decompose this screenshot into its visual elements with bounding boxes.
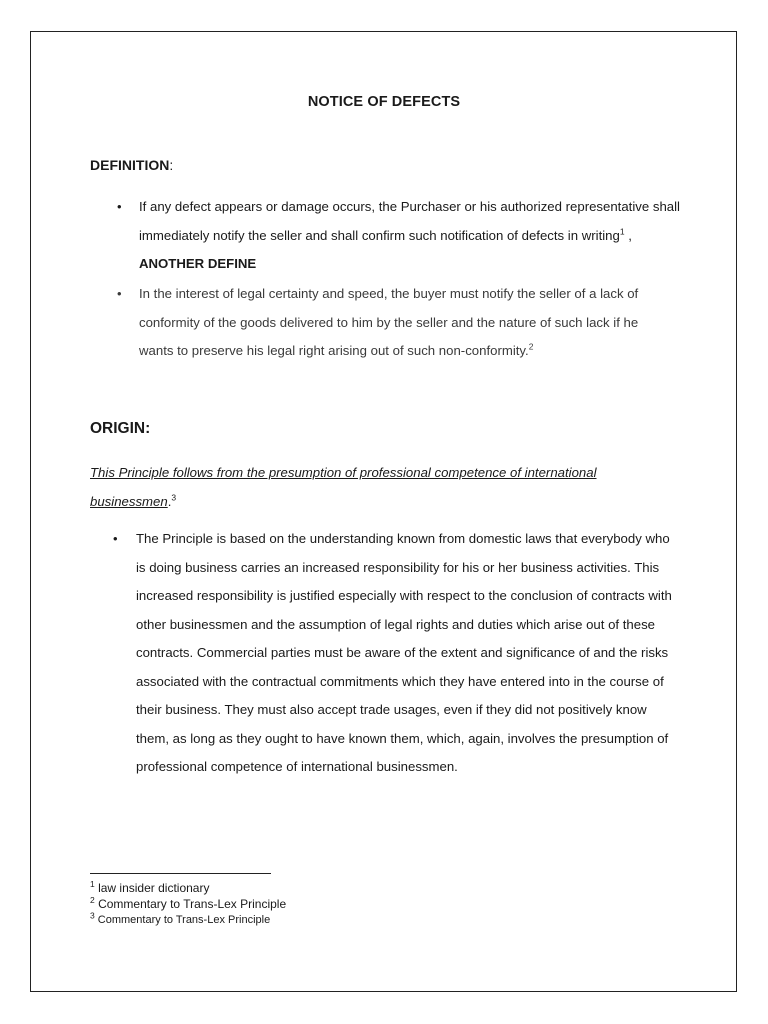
footnote-2 bbox=[90, 896, 286, 912]
definition-bullet-2 bbox=[139, 280, 674, 366]
definition-bullet-1-sep: , bbox=[624, 227, 632, 243]
definition-heading-text: DEFINITION bbox=[90, 157, 170, 173]
origin-bullet: The Principle is based on the understanding known from domestic laws that everybody who is doing business carries an increased responsibility for his or her business activities. This increased responsibility is justified especially with respect to the conclusion of contracts with other businessmen and the assumption of legal rights and duties which arise out of these contracts. Commercial parties must be aware of the extent and significance of and the risks associated with the contractual commitments which they have entered into in the course of their business. They must also accept trade usages, even if they did not positively know them, as long as they ought to have known them, which, again, involves the presumption of professional competence of international businessmen. bbox=[136, 531, 672, 774]
footnote-1-text: law insider dictionary bbox=[98, 881, 210, 895]
definition-bullet-1-text: If any defect appears or damage occurs, the Purchaser or his authorized representative shall immediately notify the seller and shall confirm such notification of defects in writing bbox=[139, 199, 680, 243]
footnote-1 bbox=[90, 880, 286, 896]
origin-heading: ORIGIN: bbox=[90, 420, 151, 437]
document-title: NOTICE OF DEFECTS bbox=[307, 94, 461, 110]
footnote-2-num: 2 bbox=[90, 895, 95, 905]
bullet-point: • bbox=[117, 286, 122, 301]
origin-intro-period: . bbox=[167, 494, 172, 509]
definition-bullet-1 bbox=[139, 193, 684, 279]
footnote-3 bbox=[90, 912, 286, 928]
footnote-ref-3: 3 bbox=[171, 492, 177, 503]
origin-intro-text: This Principle follows from the presumption of professional competence of international businessmen bbox=[90, 465, 597, 509]
definition-bullet-1-bold: ANOTHER DEFINE bbox=[139, 256, 257, 271]
origin-intro bbox=[90, 458, 650, 516]
bullet-point: • bbox=[117, 199, 122, 214]
footnote-ref-1: 1 bbox=[619, 226, 625, 237]
definition-heading bbox=[90, 157, 173, 173]
definition-bullet-2-text: In the interest of legal certainty and speed, the buyer must notify the seller of a lack of conformity of the goods delivered to him by the seller and the nature of such lack if he wants to preserve his legal right arising out of such non-conformity. bbox=[139, 286, 639, 358]
footnote-separator bbox=[90, 873, 271, 874]
definition-heading-colon: : bbox=[169, 157, 174, 173]
footnote-1-num: 1 bbox=[90, 879, 95, 889]
footnotes bbox=[90, 880, 286, 928]
bullet-point: • bbox=[113, 531, 118, 546]
footnote-2-text: Commentary to Trans-Lex Principle bbox=[98, 897, 287, 911]
footnote-ref-2: 2 bbox=[528, 341, 534, 352]
footnote-3-text: Commentary to Trans-Lex Principle bbox=[97, 914, 271, 926]
footnote-3-num: 3 bbox=[90, 910, 95, 921]
